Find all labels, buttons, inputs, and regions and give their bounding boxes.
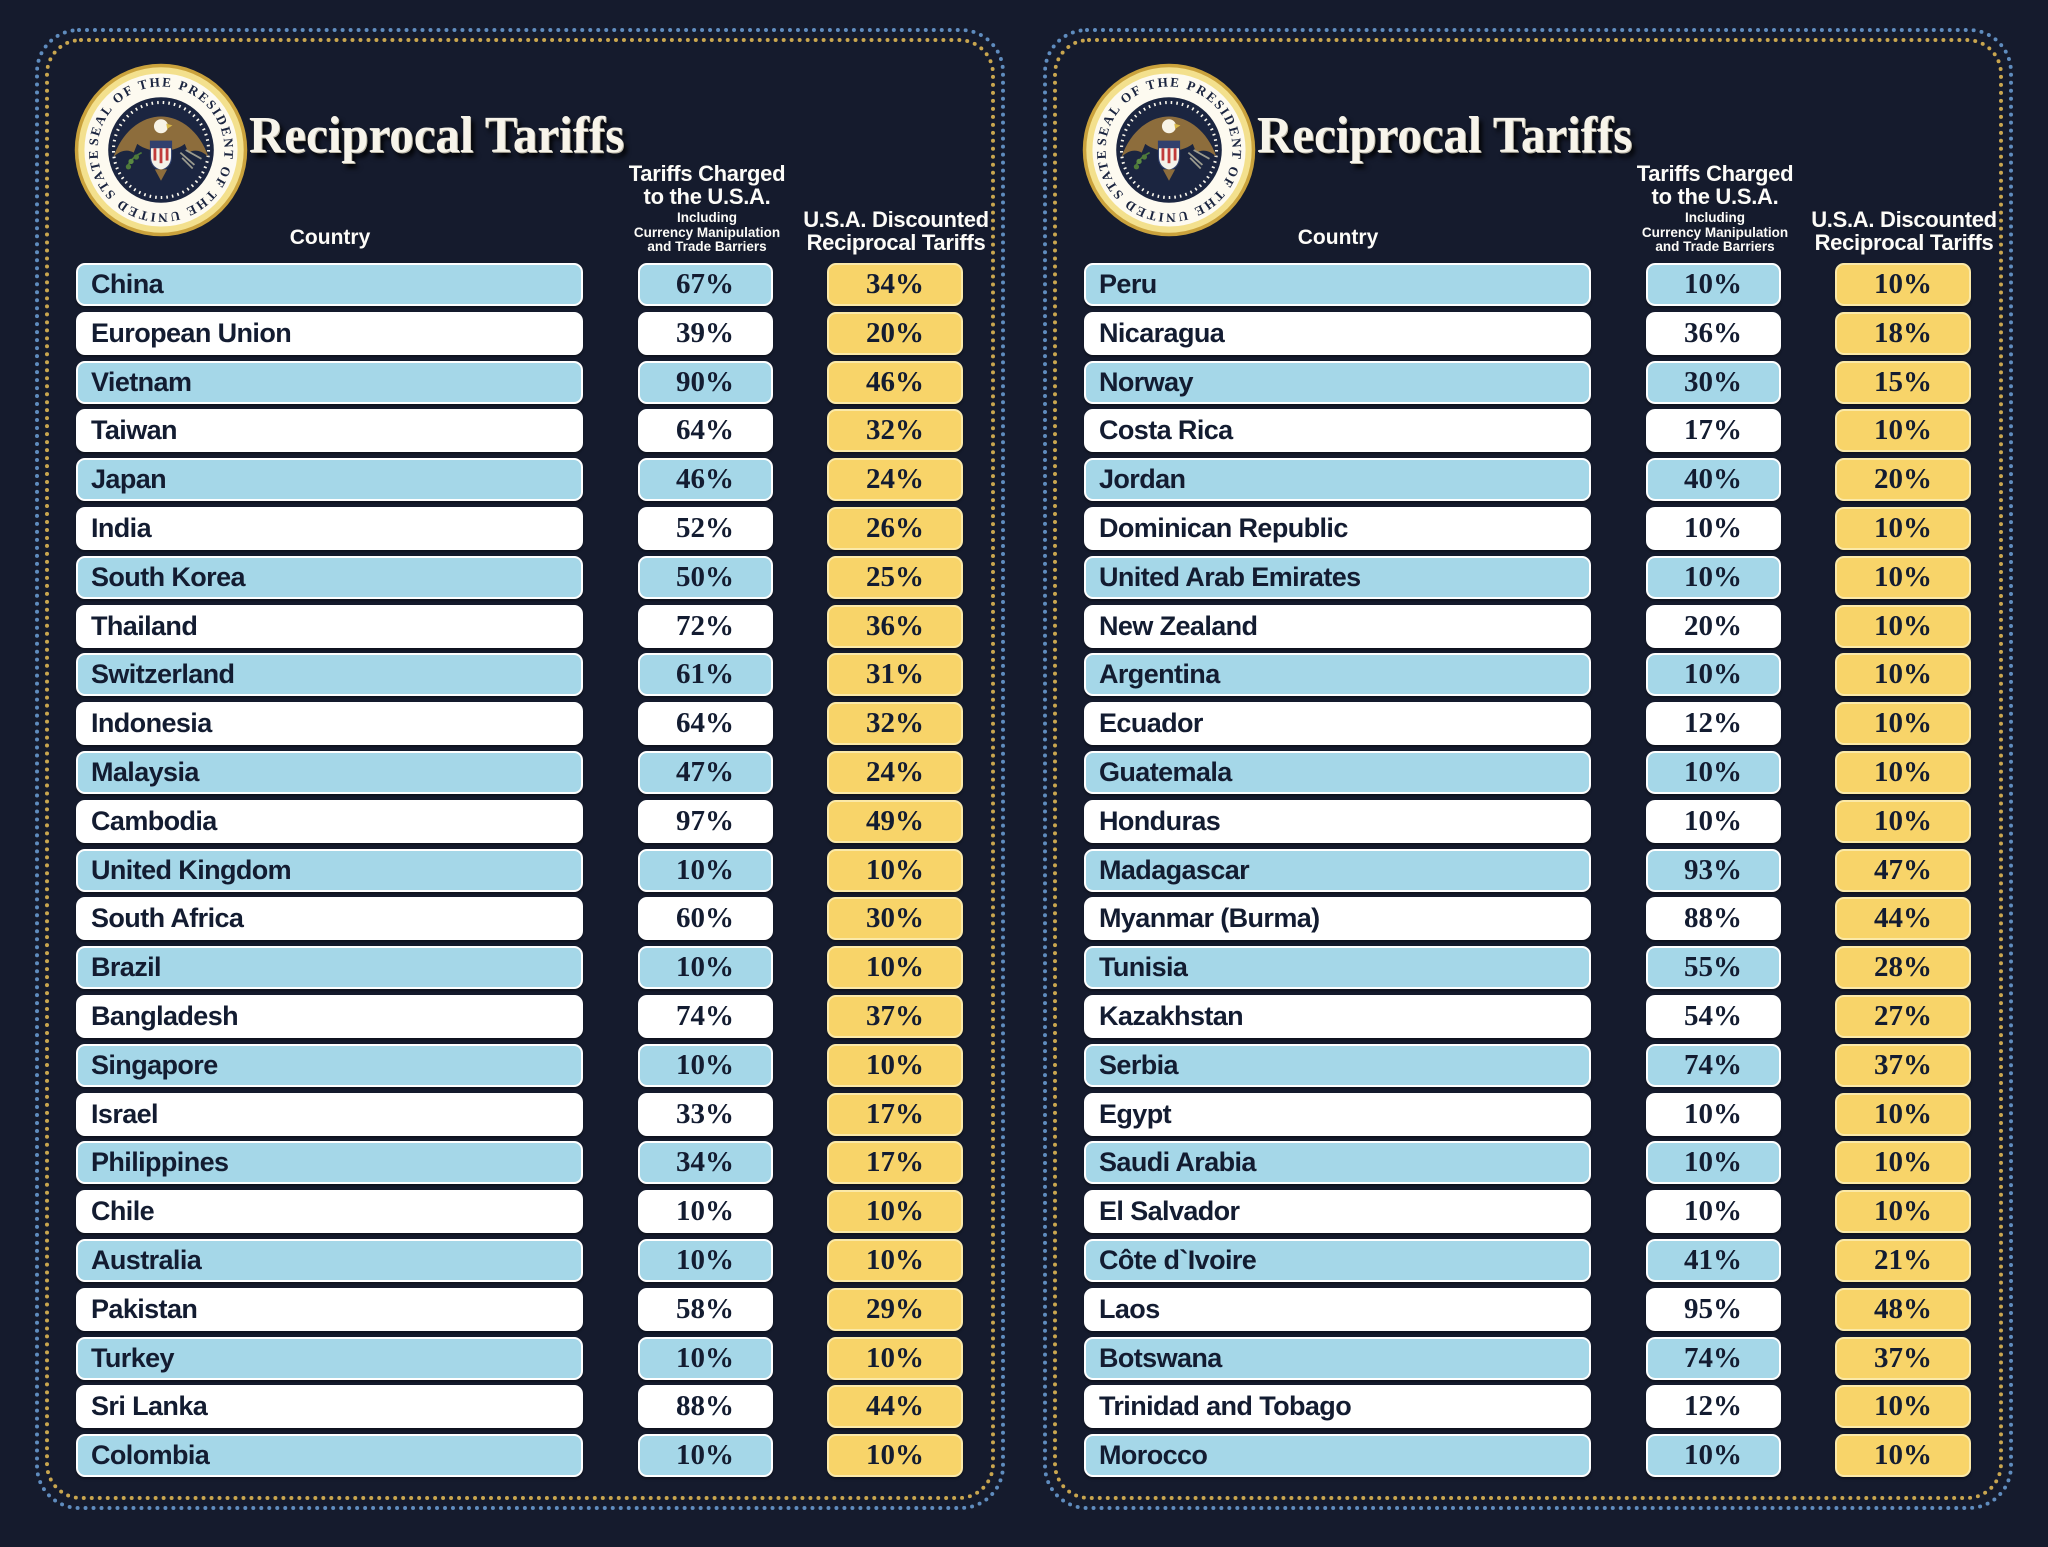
- country-cell: South Africa: [76, 897, 583, 940]
- discounted-value-cell: 32%: [827, 409, 963, 452]
- charged-value-cell: 10%: [638, 1239, 773, 1282]
- table-row: [76, 897, 963, 940]
- tariff-panel-left: [35, 28, 1005, 1510]
- table-row: [1084, 702, 1971, 745]
- discounted-value-cell: 10%: [1835, 605, 1971, 648]
- table-row: [1084, 1190, 1971, 1233]
- table-row: [1084, 849, 1971, 892]
- charged-value-cell: 67%: [638, 263, 773, 306]
- charged-value-cell: 17%: [1646, 409, 1781, 452]
- discounted-value-cell: 10%: [1835, 653, 1971, 696]
- charged-value-cell: 10%: [1646, 1093, 1781, 1136]
- charged-header-line: Tariffs Charged: [1636, 161, 1794, 186]
- discounted-value-cell: 10%: [1835, 702, 1971, 745]
- page-title: Reciprocal Tariffs: [249, 107, 625, 164]
- table-row: [76, 1385, 963, 1428]
- country-cell: Colombia: [76, 1434, 583, 1477]
- charged-value-cell: 10%: [1646, 507, 1781, 550]
- country-cell: Tunisia: [1084, 946, 1591, 989]
- table-row: [76, 1044, 963, 1087]
- table-row: [1084, 605, 1971, 648]
- table-row: [1084, 751, 1971, 794]
- discounted-value-cell: 20%: [827, 312, 963, 355]
- country-cell: Dominican Republic: [1084, 507, 1591, 550]
- country-cell: Honduras: [1084, 800, 1591, 843]
- discounted-header-line: U.S.A. Discounted: [803, 207, 989, 232]
- discounted-value-cell: 10%: [1835, 1434, 1971, 1477]
- table-row: [76, 1288, 963, 1331]
- presidential-seal-icon: [1081, 62, 1257, 238]
- charged-header-subline: Currency Manipulation: [1641, 224, 1789, 240]
- table-row: [1084, 800, 1971, 843]
- charged-value-cell: 97%: [638, 800, 773, 843]
- table-row: [1084, 507, 1971, 550]
- discounted-value-cell: 44%: [827, 1385, 963, 1428]
- column-header-country: Country: [289, 226, 371, 249]
- discounted-value-cell: 29%: [827, 1288, 963, 1331]
- country-cell: Côte d`Ivoire: [1084, 1239, 1591, 1282]
- discounted-value-cell: 30%: [827, 897, 963, 940]
- country-cell: Trinidad and Tobago: [1084, 1385, 1591, 1428]
- table-row: [76, 800, 963, 843]
- charged-header-subline: Including: [1685, 210, 1745, 225]
- table-row: [1084, 263, 1971, 306]
- table-row: [1084, 556, 1971, 599]
- table-row: [1084, 1288, 1971, 1331]
- country-cell: Israel: [76, 1093, 583, 1136]
- table-row: [76, 507, 963, 550]
- discounted-header-line: U.S.A. Discounted: [1811, 207, 1997, 232]
- country-cell: Philippines: [76, 1141, 583, 1184]
- charged-value-cell: 12%: [1646, 702, 1781, 745]
- country-cell: Guatemala: [1084, 751, 1591, 794]
- country-cell: Saudi Arabia: [1084, 1141, 1591, 1184]
- discounted-value-cell: 44%: [1835, 897, 1971, 940]
- country-cell: Botswana: [1084, 1337, 1591, 1380]
- country-cell: Egypt: [1084, 1093, 1591, 1136]
- charged-value-cell: 12%: [1646, 1385, 1781, 1428]
- charged-value-cell: 88%: [1646, 897, 1781, 940]
- charged-value-cell: 30%: [1646, 361, 1781, 404]
- table-row: [76, 263, 963, 306]
- country-cell: Singapore: [76, 1044, 583, 1087]
- charged-value-cell: 20%: [1646, 605, 1781, 648]
- discounted-value-cell: 10%: [827, 946, 963, 989]
- charged-value-cell: 50%: [638, 556, 773, 599]
- column-header-discounted: [1811, 208, 1997, 254]
- discounted-value-cell: 10%: [1835, 800, 1971, 843]
- country-cell: Brazil: [76, 946, 583, 989]
- table-row: [76, 849, 963, 892]
- country-cell: New Zealand: [1084, 605, 1591, 648]
- country-cell: Ecuador: [1084, 702, 1591, 745]
- table-row: [1084, 361, 1971, 404]
- column-header-discounted: [803, 208, 989, 254]
- table-row: [1084, 1239, 1971, 1282]
- country-cell: Jordan: [1084, 458, 1591, 501]
- country-cell: Argentina: [1084, 653, 1591, 696]
- table-row: [1084, 1434, 1971, 1477]
- discounted-value-cell: 10%: [827, 1190, 963, 1233]
- country-cell: Malaysia: [76, 751, 583, 794]
- table-row: [76, 1239, 963, 1282]
- page-title: Reciprocal Tariffs: [1257, 107, 1633, 164]
- discounted-value-cell: 34%: [827, 263, 963, 306]
- charged-value-cell: 10%: [638, 1337, 773, 1380]
- discounted-value-cell: 47%: [1835, 849, 1971, 892]
- charged-value-cell: 61%: [638, 653, 773, 696]
- discounted-value-cell: 10%: [1835, 1141, 1971, 1184]
- discounted-value-cell: 37%: [1835, 1044, 1971, 1087]
- charged-header-subline: and Trade Barriers: [647, 239, 767, 254]
- table-row: [76, 1190, 963, 1233]
- charged-value-cell: 54%: [1646, 995, 1781, 1038]
- country-cell: Morocco: [1084, 1434, 1591, 1477]
- discounted-value-cell: 37%: [827, 995, 963, 1038]
- charged-value-cell: 58%: [638, 1288, 773, 1331]
- discounted-value-cell: 37%: [1835, 1337, 1971, 1380]
- discounted-value-cell: 28%: [1835, 946, 1971, 989]
- country-cell: Madagascar: [1084, 849, 1591, 892]
- discounted-value-cell: 18%: [1835, 312, 1971, 355]
- discounted-value-cell: 17%: [827, 1141, 963, 1184]
- discounted-value-cell: 27%: [1835, 995, 1971, 1038]
- charged-value-cell: 88%: [638, 1385, 773, 1428]
- discounted-value-cell: 36%: [827, 605, 963, 648]
- charged-value-cell: 33%: [638, 1093, 773, 1136]
- discounted-value-cell: 46%: [827, 361, 963, 404]
- table-row: [76, 458, 963, 501]
- discounted-value-cell: 26%: [827, 507, 963, 550]
- discounted-value-cell: 10%: [1835, 1385, 1971, 1428]
- country-cell: Taiwan: [76, 409, 583, 452]
- country-cell: Bangladesh: [76, 995, 583, 1038]
- country-cell: Peru: [1084, 263, 1591, 306]
- charged-value-cell: 10%: [1646, 263, 1781, 306]
- country-cell: European Union: [76, 312, 583, 355]
- charged-value-cell: 10%: [1646, 751, 1781, 794]
- charged-value-cell: 72%: [638, 605, 773, 648]
- discounted-value-cell: 10%: [1835, 556, 1971, 599]
- country-cell: Chile: [76, 1190, 583, 1233]
- country-cell: Nicaragua: [1084, 312, 1591, 355]
- charged-value-cell: 34%: [638, 1141, 773, 1184]
- table-row: [1084, 1337, 1971, 1380]
- table-row: [76, 1337, 963, 1380]
- table-row: [1084, 653, 1971, 696]
- table-row: [76, 702, 963, 745]
- discounted-value-cell: 10%: [827, 1434, 963, 1477]
- table-row: [76, 409, 963, 452]
- charged-value-cell: 40%: [1646, 458, 1781, 501]
- charged-value-cell: 10%: [638, 1044, 773, 1087]
- country-cell: Laos: [1084, 1288, 1591, 1331]
- country-cell: Norway: [1084, 361, 1591, 404]
- discounted-header-line: Reciprocal Tariffs: [806, 230, 986, 255]
- tariff-table: [1084, 263, 1971, 1477]
- discounted-value-cell: 20%: [1835, 458, 1971, 501]
- table-row: [1084, 1385, 1971, 1428]
- charged-value-cell: 74%: [638, 995, 773, 1038]
- charged-value-cell: 93%: [1646, 849, 1781, 892]
- country-cell: Australia: [76, 1239, 583, 1282]
- table-row: [1084, 409, 1971, 452]
- table-row: [76, 946, 963, 989]
- charged-value-cell: 39%: [638, 312, 773, 355]
- discounted-value-cell: 10%: [1835, 263, 1971, 306]
- charged-value-cell: 64%: [638, 409, 773, 452]
- presidential-seal-icon: [73, 62, 249, 238]
- tariff-panel-right: [1043, 28, 2013, 1510]
- charged-value-cell: 10%: [1646, 556, 1781, 599]
- table-row: [1084, 897, 1971, 940]
- charged-value-cell: 36%: [1646, 312, 1781, 355]
- country-cell: United Arab Emirates: [1084, 556, 1591, 599]
- charged-value-cell: 10%: [1646, 653, 1781, 696]
- country-cell: United Kingdom: [76, 849, 583, 892]
- country-cell: Costa Rica: [1084, 409, 1591, 452]
- discounted-value-cell: 17%: [827, 1093, 963, 1136]
- country-cell: Kazakhstan: [1084, 995, 1591, 1038]
- charged-header-line: to the U.S.A.: [1651, 184, 1779, 209]
- table-row: [1084, 1044, 1971, 1087]
- discounted-value-cell: 48%: [1835, 1288, 1971, 1331]
- charged-value-cell: 10%: [638, 1190, 773, 1233]
- charged-value-cell: 64%: [638, 702, 773, 745]
- charged-value-cell: 10%: [638, 946, 773, 989]
- discounted-value-cell: 10%: [827, 849, 963, 892]
- discounted-value-cell: 10%: [827, 1239, 963, 1282]
- charged-header-subline: Including: [677, 210, 737, 225]
- country-cell: Cambodia: [76, 800, 583, 843]
- country-cell: Turkey: [76, 1337, 583, 1380]
- table-row: [1084, 1141, 1971, 1184]
- country-cell: South Korea: [76, 556, 583, 599]
- charged-value-cell: 10%: [1646, 800, 1781, 843]
- country-cell: Indonesia: [76, 702, 583, 745]
- charged-header-line: to the U.S.A.: [643, 184, 771, 209]
- table-row: [1084, 946, 1971, 989]
- charged-value-cell: 95%: [1646, 1288, 1781, 1331]
- table-row: [76, 653, 963, 696]
- charged-value-cell: 90%: [638, 361, 773, 404]
- table-row: [76, 1093, 963, 1136]
- tariff-table: [76, 263, 963, 1477]
- discounted-value-cell: 10%: [1835, 409, 1971, 452]
- charged-value-cell: 10%: [638, 849, 773, 892]
- table-row: [76, 605, 963, 648]
- discounted-value-cell: 32%: [827, 702, 963, 745]
- discounted-value-cell: 10%: [1835, 1093, 1971, 1136]
- charged-header-line: Tariffs Charged: [628, 161, 786, 186]
- charged-value-cell: 41%: [1646, 1239, 1781, 1282]
- discounted-value-cell: 24%: [827, 751, 963, 794]
- charged-value-cell: 10%: [1646, 1141, 1781, 1184]
- table-row: [76, 361, 963, 404]
- charged-value-cell: 47%: [638, 751, 773, 794]
- table-row: [76, 312, 963, 355]
- country-cell: China: [76, 263, 583, 306]
- charged-header-subline: Currency Manipulation: [633, 224, 781, 240]
- charged-value-cell: 55%: [1646, 946, 1781, 989]
- discounted-value-cell: 24%: [827, 458, 963, 501]
- discounted-value-cell: 10%: [827, 1044, 963, 1087]
- discounted-value-cell: 21%: [1835, 1239, 1971, 1282]
- column-header-charged: [603, 162, 811, 255]
- charged-value-cell: 74%: [1646, 1044, 1781, 1087]
- table-row: [76, 1141, 963, 1184]
- discounted-value-cell: 10%: [827, 1337, 963, 1380]
- charged-value-cell: 46%: [638, 458, 773, 501]
- discounted-value-cell: 31%: [827, 653, 963, 696]
- country-cell: Japan: [76, 458, 583, 501]
- country-cell: India: [76, 507, 583, 550]
- discounted-value-cell: 10%: [1835, 1190, 1971, 1233]
- charged-value-cell: 10%: [1646, 1434, 1781, 1477]
- charged-header-subline: and Trade Barriers: [1655, 239, 1775, 254]
- table-row: [1084, 995, 1971, 1038]
- column-header-charged: [1611, 162, 1819, 255]
- table-row: [76, 751, 963, 794]
- charged-value-cell: 10%: [1646, 1190, 1781, 1233]
- discounted-header-line: Reciprocal Tariffs: [1814, 230, 1994, 255]
- discounted-value-cell: 25%: [827, 556, 963, 599]
- discounted-value-cell: 10%: [1835, 507, 1971, 550]
- country-cell: Serbia: [1084, 1044, 1591, 1087]
- country-cell: Sri Lanka: [76, 1385, 583, 1428]
- charged-value-cell: 52%: [638, 507, 773, 550]
- discounted-value-cell: 49%: [827, 800, 963, 843]
- country-cell: Switzerland: [76, 653, 583, 696]
- charged-value-cell: 74%: [1646, 1337, 1781, 1380]
- country-cell: Myanmar (Burma): [1084, 897, 1591, 940]
- table-row: [1084, 458, 1971, 501]
- country-cell: El Salvador: [1084, 1190, 1591, 1233]
- charged-value-cell: 60%: [638, 897, 773, 940]
- table-row: [1084, 1093, 1971, 1136]
- charged-value-cell: 10%: [638, 1434, 773, 1477]
- table-row: [1084, 312, 1971, 355]
- country-cell: Vietnam: [76, 361, 583, 404]
- discounted-value-cell: 15%: [1835, 361, 1971, 404]
- column-header-country: Country: [1297, 226, 1379, 249]
- table-row: [76, 995, 963, 1038]
- table-row: [76, 1434, 963, 1477]
- country-cell: Pakistan: [76, 1288, 583, 1331]
- discounted-value-cell: 10%: [1835, 751, 1971, 794]
- table-row: [76, 556, 963, 599]
- country-cell: Thailand: [76, 605, 583, 648]
